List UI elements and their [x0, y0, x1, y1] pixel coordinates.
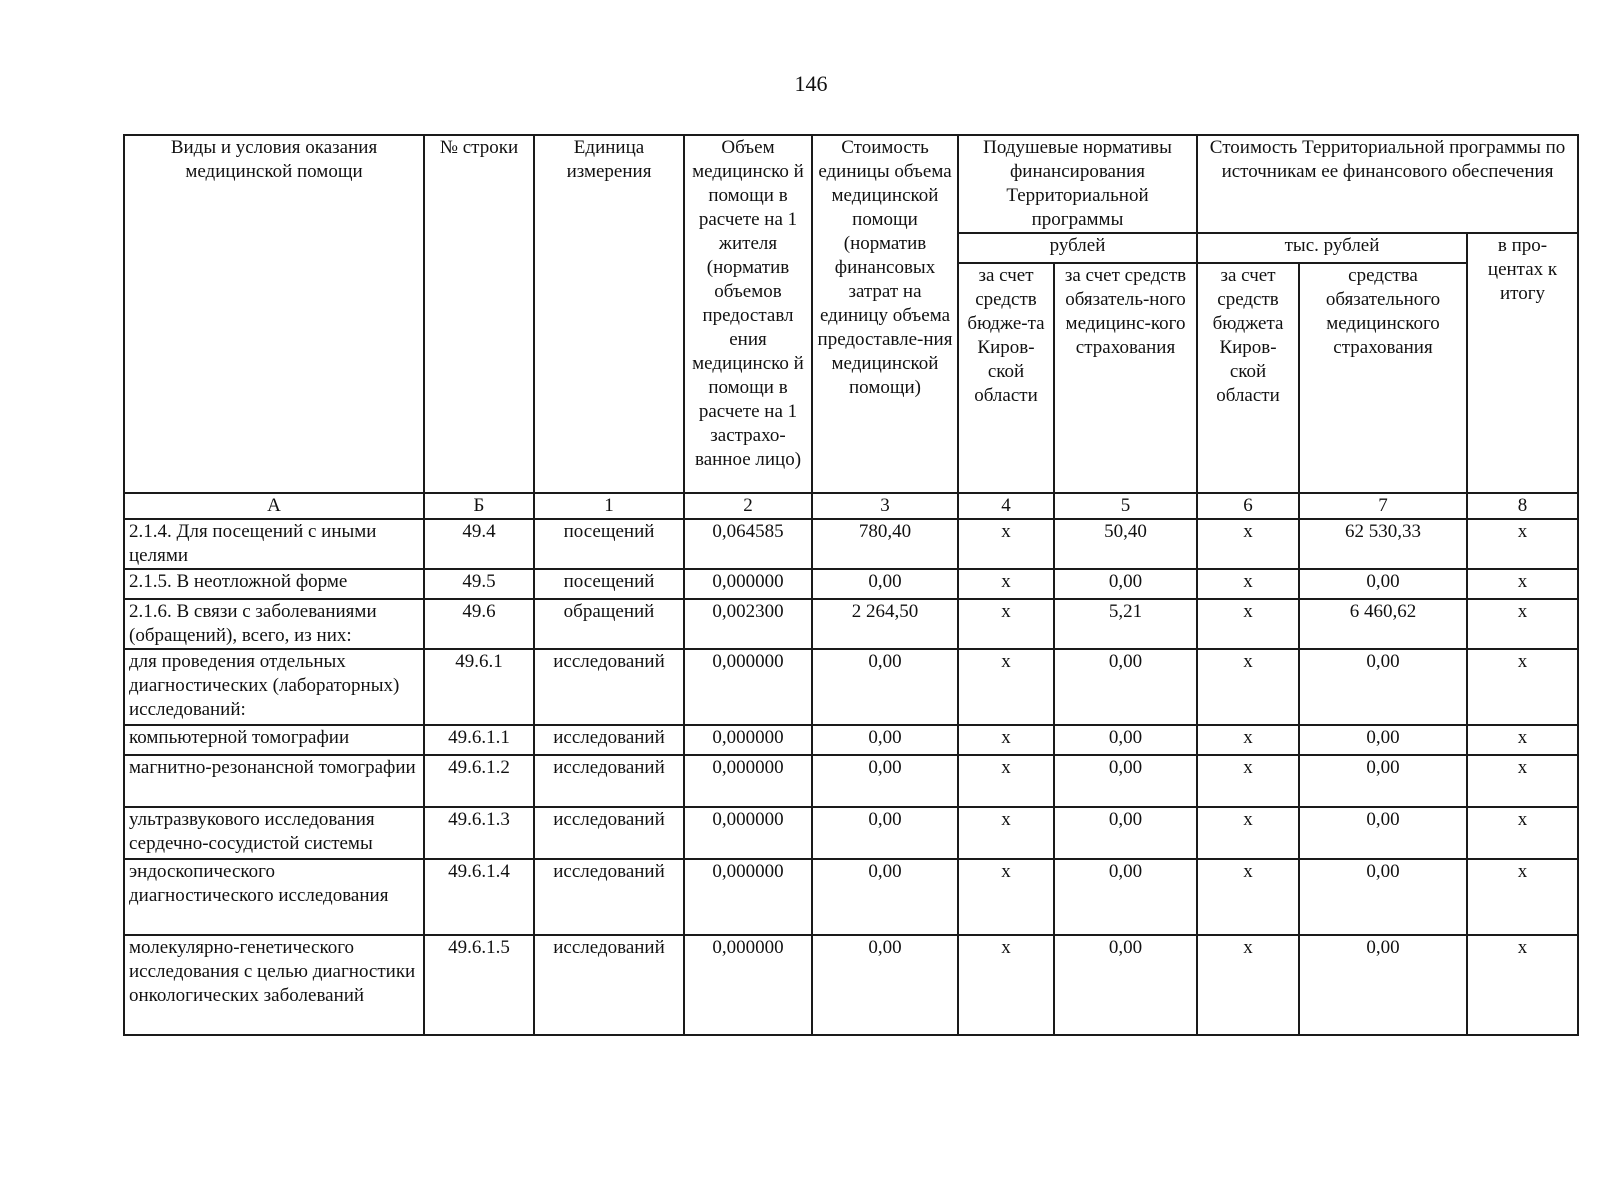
- header-budget-rub: за счет средств бюдже-та Киров-ской области: [958, 263, 1054, 493]
- row-unit: посещений: [534, 569, 684, 599]
- row-oms-thous: 6 460,62: [1299, 599, 1467, 649]
- row-name: для проведения отдельных диагностических (лабораторных) исследований:: [124, 649, 424, 725]
- row-unit-cost: 780,40: [812, 519, 958, 569]
- header-oms-rub: за счет средств обязатель-ного медицинс-кого страхования: [1054, 263, 1197, 493]
- column-letters-row: [124, 493, 1578, 519]
- row-budget-rub: х: [958, 755, 1054, 807]
- row-volume: 0,000000: [684, 935, 812, 1035]
- row-name: компьютерной томографии: [124, 725, 424, 755]
- row-number: 49.4: [424, 519, 534, 569]
- header-percent: в про-центах к итогу: [1467, 233, 1578, 493]
- row-unit: исследований: [534, 725, 684, 755]
- row-unit-cost: 0,00: [812, 935, 958, 1035]
- row-budget-rub: х: [958, 935, 1054, 1035]
- row-oms-thous: 0,00: [1299, 807, 1467, 859]
- row-name: эндоскопического диагностического исследования: [124, 859, 424, 935]
- row-budget-thous: х: [1197, 569, 1299, 599]
- row-unit: исследований: [534, 755, 684, 807]
- header-per-capita-group: Подушевые нормативы финансирования Территориальной программы: [958, 135, 1197, 233]
- row-oms-rub: 0,00: [1054, 935, 1197, 1035]
- table-row: [124, 859, 1578, 935]
- row-oms-rub: 0,00: [1054, 807, 1197, 859]
- row-percent: х: [1467, 599, 1578, 649]
- page-number: 146: [794, 71, 828, 96]
- row-budget-thous: х: [1197, 755, 1299, 807]
- row-unit-cost: 0,00: [812, 569, 958, 599]
- row-budget-rub: х: [958, 649, 1054, 725]
- table-row: [124, 725, 1578, 755]
- row-budget-rub: х: [958, 569, 1054, 599]
- header-rubles: рублей: [958, 233, 1197, 263]
- row-budget-rub: х: [958, 599, 1054, 649]
- row-percent: х: [1467, 935, 1578, 1035]
- row-budget-rub: х: [958, 519, 1054, 569]
- row-budget-rub: х: [958, 807, 1054, 859]
- row-budget-thous: х: [1197, 935, 1299, 1035]
- row-oms-rub: 50,40: [1054, 519, 1197, 569]
- row-budget-thous: х: [1197, 649, 1299, 725]
- row-oms-rub: 0,00: [1054, 755, 1197, 807]
- header-row-no: № строки: [424, 135, 534, 493]
- row-budget-thous: х: [1197, 807, 1299, 859]
- row-oms-thous: 0,00: [1299, 935, 1467, 1035]
- column-letter: 2: [684, 493, 812, 519]
- row-unit: исследований: [534, 859, 684, 935]
- header-cost-group: Стоимость Территориальной программы по источникам ее финансового обеспечения: [1197, 135, 1578, 233]
- row-oms-thous: 0,00: [1299, 859, 1467, 935]
- row-number: 49.6.1: [424, 649, 534, 725]
- row-number: 49.6.1.2: [424, 755, 534, 807]
- row-budget-rub: х: [958, 859, 1054, 935]
- row-oms-thous: 62 530,33: [1299, 519, 1467, 569]
- row-volume: 0,064585: [684, 519, 812, 569]
- row-percent: х: [1467, 519, 1578, 569]
- row-unit: посещений: [534, 519, 684, 569]
- header-volume: Объем медицинско й помощи в расчете на 1 жителя (норматив объемов предоставл ения медицинско й помощи в расчете на 1 застрахо-ванное лицо): [684, 135, 812, 493]
- column-letter: 3: [812, 493, 958, 519]
- column-letter: 5: [1054, 493, 1197, 519]
- header-budget-thous: за счет средств бюджета Киров-ской области: [1197, 263, 1299, 493]
- column-letter: 6: [1197, 493, 1299, 519]
- row-unit: исследований: [534, 807, 684, 859]
- row-oms-rub: 0,00: [1054, 859, 1197, 935]
- column-letter: 8: [1467, 493, 1578, 519]
- row-unit: исследований: [534, 649, 684, 725]
- table-row: [124, 599, 1578, 649]
- row-name: 2.1.4. Для посещений с иными целями: [124, 519, 424, 569]
- row-budget-rub: х: [958, 725, 1054, 755]
- row-oms-rub: 0,00: [1054, 649, 1197, 725]
- row-oms-rub: 5,21: [1054, 599, 1197, 649]
- row-oms-rub: 0,00: [1054, 725, 1197, 755]
- row-percent: х: [1467, 569, 1578, 599]
- column-letter: А: [124, 493, 424, 519]
- column-letter: 4: [958, 493, 1054, 519]
- header-thousand-rubles: тыс. рублей: [1197, 233, 1467, 263]
- row-percent: х: [1467, 807, 1578, 859]
- column-letter: 7: [1299, 493, 1467, 519]
- table-row: [124, 935, 1578, 1035]
- table-row: [124, 569, 1578, 599]
- row-unit-cost: 0,00: [812, 859, 958, 935]
- row-percent: х: [1467, 859, 1578, 935]
- row-unit: обращений: [534, 599, 684, 649]
- row-oms-thous: 0,00: [1299, 569, 1467, 599]
- table-row: [124, 755, 1578, 807]
- row-number: 49.5: [424, 569, 534, 599]
- header-unit: Единица измерения: [534, 135, 684, 493]
- header-kinds: Виды и условия оказания медицинской помощи: [124, 135, 424, 493]
- row-name: 2.1.5. В неотложной форме: [124, 569, 424, 599]
- row-number: 49.6.1.5: [424, 935, 534, 1035]
- row-name: 2.1.6. В связи с заболеваниями (обращений), всего, из них:: [124, 599, 424, 649]
- row-unit-cost: 2 264,50: [812, 599, 958, 649]
- financing-table: [123, 134, 1579, 1036]
- row-unit: исследований: [534, 935, 684, 1035]
- row-name: магнитно-резонансной томографии: [124, 755, 424, 807]
- row-oms-thous: 0,00: [1299, 649, 1467, 725]
- row-oms-thous: 0,00: [1299, 725, 1467, 755]
- row-volume: 0,000000: [684, 755, 812, 807]
- row-percent: х: [1467, 649, 1578, 725]
- row-unit-cost: 0,00: [812, 649, 958, 725]
- row-percent: х: [1467, 725, 1578, 755]
- row-budget-thous: х: [1197, 519, 1299, 569]
- header-unit-cost: Стоимость единицы объема медицинской помощи (норматив финансовых затрат на единицу объема предоставле-ния медицинской помощи): [812, 135, 958, 493]
- row-oms-thous: 0,00: [1299, 755, 1467, 807]
- row-budget-thous: х: [1197, 725, 1299, 755]
- row-unit-cost: 0,00: [812, 725, 958, 755]
- row-percent: х: [1467, 755, 1578, 807]
- row-number: 49.6.1.4: [424, 859, 534, 935]
- row-number: 49.6.1.3: [424, 807, 534, 859]
- table-row: [124, 807, 1578, 859]
- column-letter: 1: [534, 493, 684, 519]
- row-number: 49.6: [424, 599, 534, 649]
- row-unit-cost: 0,00: [812, 807, 958, 859]
- row-name: молекулярно-генетического исследования с целью диагностики онкологических заболеваний: [124, 935, 424, 1035]
- row-budget-thous: х: [1197, 859, 1299, 935]
- table-row: [124, 519, 1578, 569]
- row-volume: 0,000000: [684, 569, 812, 599]
- row-name: ультразвукового исследования сердечно-сосудистой системы: [124, 807, 424, 859]
- row-unit-cost: 0,00: [812, 755, 958, 807]
- row-volume: 0,000000: [684, 725, 812, 755]
- row-number: 49.6.1.1: [424, 725, 534, 755]
- row-volume: 0,000000: [684, 649, 812, 725]
- row-oms-rub: 0,00: [1054, 569, 1197, 599]
- row-volume: 0,000000: [684, 859, 812, 935]
- header-oms-thous: средства обязательного медицинского страхования: [1299, 263, 1467, 493]
- row-volume: 0,002300: [684, 599, 812, 649]
- row-volume: 0,000000: [684, 807, 812, 859]
- row-budget-thous: х: [1197, 599, 1299, 649]
- column-letter: Б: [424, 493, 534, 519]
- table-row: [124, 649, 1578, 725]
